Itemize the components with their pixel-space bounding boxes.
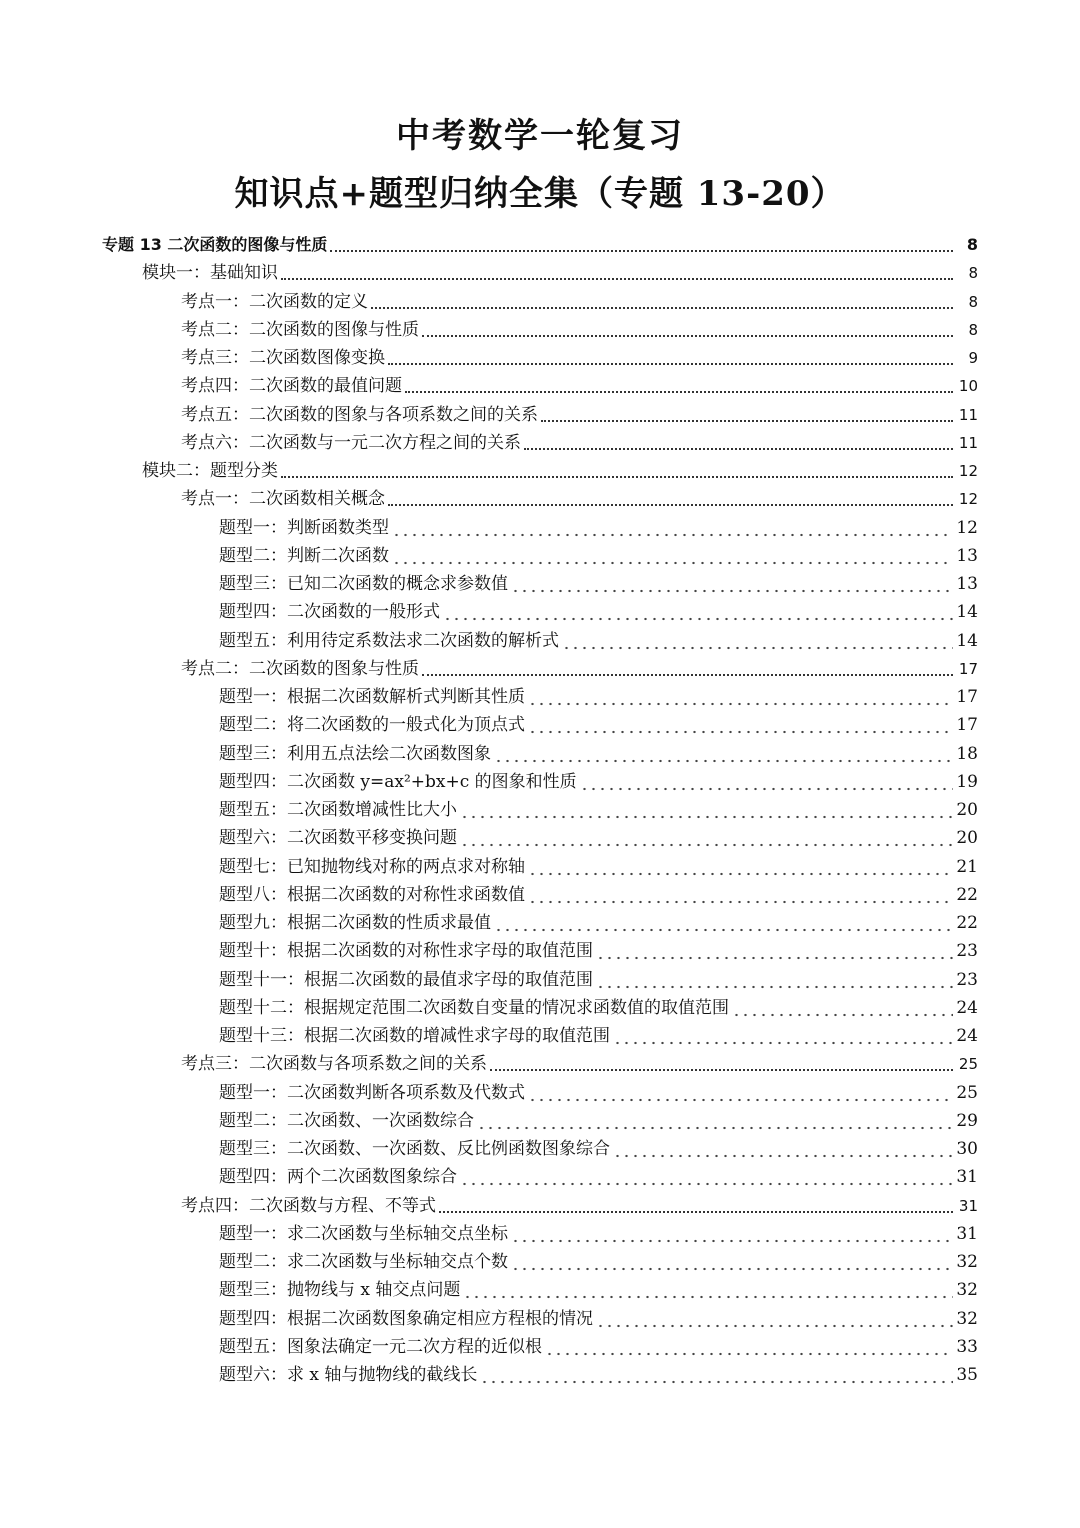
toc-entry-label: 模块一：基础知识 (142, 263, 278, 284)
toc-entry[interactable] (219, 1107, 978, 1135)
toc-dot-leader (392, 523, 953, 537)
toc-entry-label: 题型四：两个二次函数图象综合 (219, 1167, 457, 1188)
toc-page-number: 9 (968, 349, 978, 367)
document-subtitle: 知识点+题型归纳全集（专题 13-20） (234, 174, 846, 214)
toc-dot-leader (439, 1211, 953, 1213)
toc-entry-label: 题型二：求二次函数与坐标轴交点个数 (219, 1252, 508, 1272)
toc-dot-leader (405, 391, 953, 393)
toc-page-number: 21 (956, 856, 978, 877)
toc-entry-label: 考点三：二次函数与各项系数之间的关系 (181, 1054, 487, 1075)
toc-entry[interactable] (219, 994, 978, 1022)
toc-page-number: 18 (956, 743, 978, 764)
toc-entry-label: 考点二：二次函数的图象与性质 (181, 658, 419, 679)
toc-dot-leader (541, 420, 953, 422)
toc-entry[interactable] (102, 231, 978, 259)
toc-page-number: 8 (968, 292, 978, 311)
toc-page-number: 11 (958, 405, 978, 424)
toc-entry[interactable] (219, 1220, 978, 1248)
toc-page-number: 22 (956, 884, 978, 905)
toc-page-number: 32 (956, 1252, 978, 1272)
toc-entry[interactable] (219, 627, 978, 655)
toc-page-number: 12 (956, 517, 978, 538)
toc-entry-label: 题型三：二次函数、一次函数、反比例函数图象综合 (219, 1139, 610, 1159)
toc-entry[interactable] (219, 824, 978, 852)
toc-entry-label: 考点四：二次函数与方程、不等式 (181, 1195, 436, 1216)
toc-entry-label: 题型十三：根据二次函数的增减性求字母的取值范围 (219, 1026, 610, 1046)
toc-dot-leader (422, 335, 953, 337)
toc-entry-label: 题型四：二次函数 y=ax²+bx+c 的图象和性质 (219, 771, 577, 792)
toc-entry-label: 题型三：抛物线与 x 轴交点问题 (219, 1280, 461, 1301)
toc-entry-label: 考点四：二次函数的最值问题 (181, 376, 402, 397)
toc-entry-label: 题型一：二次函数判断各项系数及代数式 (219, 1082, 525, 1103)
toc-entry[interactable] (219, 683, 978, 711)
toc-page-number: 23 (956, 941, 978, 962)
toc-entry-label: 题型八：根据二次函数的对称性求函数值 (219, 884, 525, 905)
toc-entry[interactable] (181, 344, 978, 372)
toc-entry-label: 题型二：判断二次函数 (219, 545, 389, 566)
toc-entry[interactable] (142, 457, 978, 485)
toc-entry[interactable] (181, 288, 978, 316)
toc-dot-leader (596, 975, 953, 989)
toc-entry-label: 题型六：二次函数平移变换问题 (219, 828, 457, 849)
toc-entry-label: 题型五：利用待定系数法求二次函数的解析式 (219, 630, 559, 651)
toc-entry[interactable] (219, 796, 978, 824)
toc-entry[interactable] (219, 881, 978, 909)
toc-entry-label: 题型三：利用五点法绘二次函数图象 (219, 743, 491, 764)
toc-page-number: 8 (968, 320, 978, 339)
toc-dot-leader (511, 1229, 953, 1243)
toc-entry[interactable] (181, 655, 978, 683)
toc-entry-label: 题型一：求二次函数与坐标轴交点坐标 (219, 1223, 508, 1244)
toc-page-number: 32 (956, 1280, 978, 1301)
toc-dot-leader (463, 1285, 953, 1299)
toc-dot-leader (422, 674, 953, 676)
toc-dot-leader (613, 1144, 953, 1158)
toc-dot-leader (528, 720, 953, 734)
toc-entry-label: 考点二：二次函数的图像与性质 (181, 319, 419, 340)
toc-dot-leader (330, 250, 953, 252)
toc-entry-label: 题型十：根据二次函数的对称性求字母的取值范围 (219, 941, 593, 962)
toc-page-number: 11 (958, 433, 978, 452)
toc-page-number: 8 (968, 264, 978, 283)
toc-dot-leader (580, 777, 953, 791)
toc-page-number: 10 (958, 377, 978, 396)
toc-page-number: 17 (958, 659, 978, 678)
toc-page-number: 20 (956, 800, 978, 820)
toc-dot-leader (477, 1116, 953, 1130)
toc-page-number: 17 (956, 715, 978, 736)
toc-entry-label: 考点五：二次函数的图象与各项系数之间的关系 (181, 404, 538, 425)
toc-dot-leader (480, 1370, 953, 1384)
toc-page-number: 31 (956, 1167, 978, 1188)
toc-entry[interactable] (219, 514, 978, 542)
toc-dot-leader (460, 1172, 953, 1186)
toc-dot-leader (511, 579, 953, 593)
toc-page-number: 33 (956, 1336, 978, 1357)
toc-page-number: 25 (958, 1055, 978, 1074)
toc-dot-leader (528, 862, 953, 876)
toc-entry-label: 题型一：根据二次函数解析式判断其性质 (219, 687, 525, 707)
toc-page-number: 13 (956, 545, 978, 566)
toc-entry-label: 考点一：二次函数的定义 (181, 291, 368, 312)
toc-entry-label: 题型十二：根据规定范围二次函数自变量的情况求函数值的取值范围 (219, 997, 729, 1018)
toc-dot-leader (490, 1069, 953, 1071)
toc-dot-leader (388, 504, 953, 506)
toc-entry[interactable] (219, 711, 978, 739)
toc-page-number: 12 (958, 490, 978, 509)
toc-entry[interactable] (219, 937, 978, 965)
toc-dot-leader (528, 890, 953, 904)
toc-dot-leader (392, 551, 953, 565)
toc-entry-label: 题型六：求 x 轴与抛物线的截线长 (219, 1365, 478, 1385)
toc-page-number: 14 (956, 602, 978, 623)
toc-page-number: 14 (956, 630, 978, 651)
toc-dot-leader (460, 833, 953, 847)
toc-dot-leader (596, 946, 953, 960)
toc-entry[interactable] (181, 429, 978, 457)
toc-page-number: 12 (958, 462, 978, 480)
toc-entry-label: 考点六：二次函数与一元二次方程之间的关系 (181, 432, 521, 453)
toc-page-number: 22 (956, 913, 978, 933)
toc-entry-label: 题型九：根据二次函数的性质求最值 (219, 913, 491, 933)
toc-entry[interactable] (219, 768, 978, 796)
toc-dot-leader (494, 918, 953, 932)
toc-entry[interactable] (219, 853, 978, 881)
toc-entry[interactable] (219, 570, 978, 598)
toc-entry[interactable] (219, 1361, 978, 1389)
toc-entry[interactable] (219, 966, 978, 994)
toc-entry-label: 题型四：根据二次函数图象确定相应方程根的情况 (219, 1308, 593, 1329)
toc-entry[interactable] (181, 1050, 978, 1078)
toc-dot-leader (443, 607, 953, 621)
toc-entry-label: 题型三：已知二次函数的概念求参数值 (219, 574, 508, 594)
toc-entry[interactable] (181, 401, 978, 429)
toc-entry-label: 题型五：二次函数增减性比大小 (219, 800, 457, 820)
toc-entry[interactable] (181, 372, 978, 400)
toc-page-number: 32 (956, 1308, 978, 1329)
toc-dot-leader (281, 278, 953, 280)
toc-page-number: 8 (966, 235, 978, 254)
toc-entry-label: 题型四：二次函数的一般形式 (219, 602, 440, 623)
toc-dot-leader (524, 448, 953, 450)
toc-page-number: 23 (956, 969, 978, 990)
toc-entry-label: 题型十一：根据二次函数的最值求字母的取值范围 (219, 969, 593, 990)
toc-entry-label: 题型五：图象法确定一元二次方程的近似根 (219, 1336, 542, 1357)
toc-entry[interactable] (219, 1163, 978, 1191)
toc-dot-leader (562, 636, 953, 650)
toc-page-number: 31 (956, 1223, 978, 1244)
toc-dot-leader (388, 363, 953, 365)
toc-entry[interactable] (219, 1022, 978, 1050)
toc-dot-leader (613, 1031, 953, 1045)
toc-entry-label: 模块二：题型分类 (142, 461, 278, 481)
toc-dot-leader (511, 1257, 953, 1271)
toc-entry[interactable] (219, 740, 978, 768)
toc-entry[interactable] (181, 316, 978, 344)
toc-entry-label: 题型二：将二次函数的一般式化为顶点式 (219, 715, 525, 736)
toc-dot-leader (528, 692, 953, 706)
toc-dot-leader (371, 307, 953, 309)
toc-page-number: 31 (958, 1196, 978, 1215)
toc-page-number: 30 (956, 1139, 978, 1159)
toc-page-number: 19 (956, 771, 978, 792)
toc-page-number: 20 (956, 828, 978, 849)
toc-page-number: 29 (956, 1110, 978, 1131)
toc-entry-label: 题型一：判断函数类型 (219, 517, 389, 538)
toc-entry[interactable] (219, 1248, 978, 1276)
toc-dot-leader (494, 749, 953, 763)
toc-dot-leader (281, 476, 953, 478)
toc-entry-label: 专题 13 二次函数的图像与性质 (102, 235, 328, 254)
toc-entry[interactable] (219, 1276, 978, 1304)
toc-page-number: 35 (956, 1365, 978, 1385)
toc-dot-leader (732, 1003, 953, 1017)
toc-entry-label: 题型二：二次函数、一次函数综合 (219, 1110, 474, 1131)
toc-page-number: 13 (956, 574, 978, 594)
toc-entry[interactable] (181, 1192, 978, 1220)
toc-page-number: 24 (956, 1026, 978, 1046)
toc-entry[interactable] (181, 485, 978, 513)
toc-entry-label: 考点一：二次函数相关概念 (181, 489, 385, 510)
toc-dot-leader (596, 1314, 953, 1328)
document-title: 中考数学一轮复习 (396, 116, 684, 156)
toc-dot-leader (528, 1088, 953, 1102)
toc-entry[interactable] (219, 542, 978, 570)
toc-entry[interactable] (219, 909, 978, 937)
toc-entry[interactable] (142, 259, 978, 287)
toc-entry[interactable] (219, 1333, 978, 1361)
toc-entry-label: 考点三：二次函数图像变换 (181, 348, 385, 368)
toc-page-number: 17 (956, 687, 978, 707)
toc-entry[interactable] (219, 1135, 978, 1163)
toc-entry-label: 题型七：已知抛物线对称的两点求对称轴 (219, 856, 525, 877)
toc-dot-leader (460, 805, 953, 819)
toc-dot-leader (545, 1342, 953, 1356)
toc-entry[interactable] (219, 1079, 978, 1107)
toc-page-number: 24 (956, 997, 978, 1018)
toc-entry[interactable] (219, 1305, 978, 1333)
toc-page-number: 25 (956, 1082, 978, 1103)
toc-entry[interactable] (219, 598, 978, 626)
